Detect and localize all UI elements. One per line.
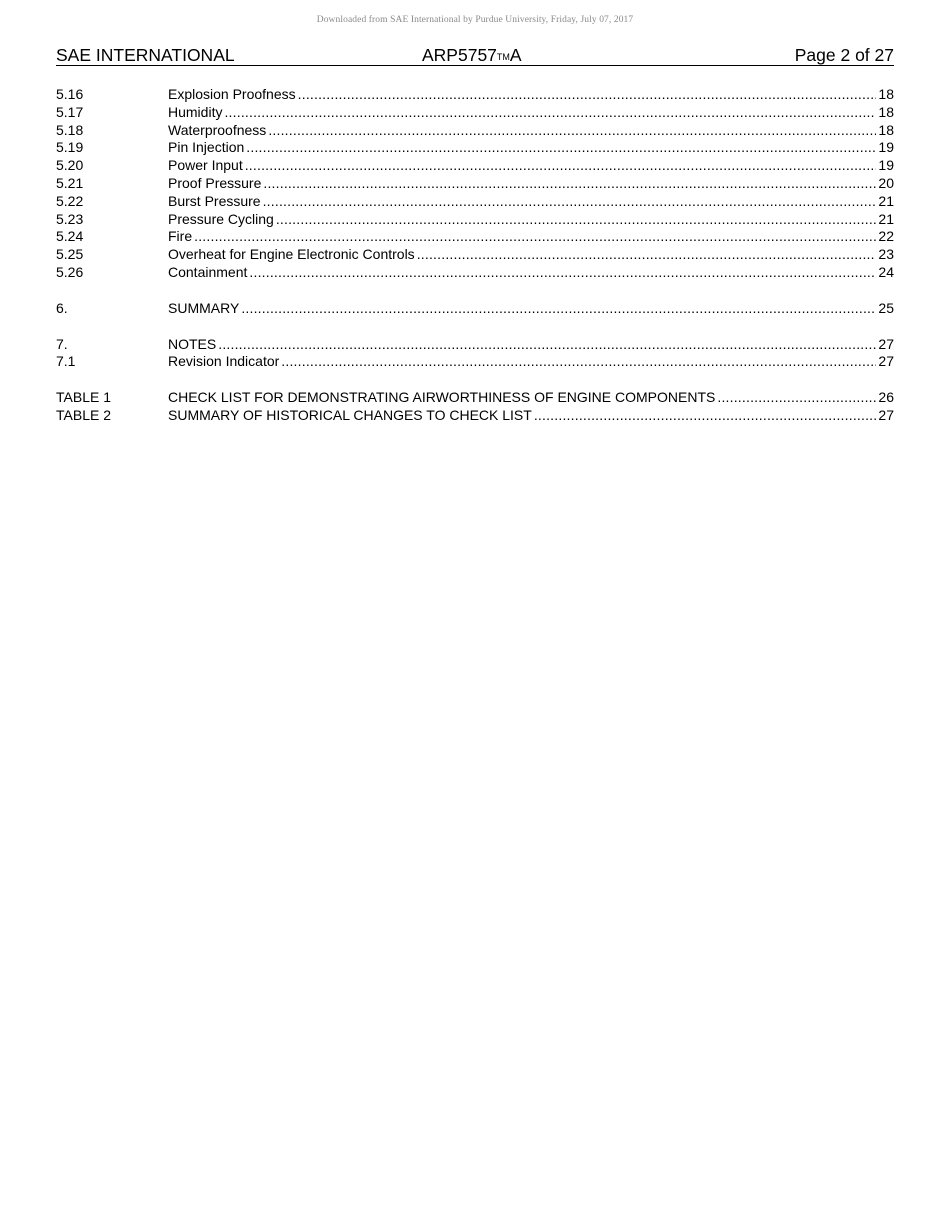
toc-entry-page: 19 bbox=[878, 157, 894, 174]
toc-entry[interactable] bbox=[56, 211, 894, 229]
toc-entry-number: TABLE 1 bbox=[56, 389, 111, 406]
toc-leader-dots bbox=[534, 407, 877, 425]
toc-entry-page: 23 bbox=[878, 246, 894, 263]
toc-entry[interactable] bbox=[56, 336, 894, 354]
toc-entry-number: 5.26 bbox=[56, 263, 84, 280]
toc-entry-page: 27 bbox=[878, 335, 894, 352]
toc-entry-title: Humidity bbox=[168, 103, 223, 120]
toc-entry[interactable] bbox=[56, 300, 894, 318]
toc-entry-title: Fire bbox=[168, 228, 193, 245]
toc-leader-dots bbox=[268, 122, 876, 140]
toc-entry-title: NOTES bbox=[168, 335, 217, 352]
toc-entry-number: 5.20 bbox=[56, 157, 84, 174]
toc-entry[interactable] bbox=[56, 389, 894, 407]
toc-entry-title: SUMMARY OF HISTORICAL CHANGES TO CHECK LIST bbox=[168, 406, 532, 423]
header-organization: SAE INTERNATIONAL bbox=[56, 45, 235, 65]
toc-entry-number: TABLE 2 bbox=[56, 406, 111, 423]
toc-entry[interactable] bbox=[56, 86, 894, 104]
toc-entry-title: Revision Indicator bbox=[168, 353, 280, 370]
toc-entry-page: 25 bbox=[878, 299, 894, 316]
toc-leader-dots bbox=[417, 246, 877, 264]
toc-entry-number: 6. bbox=[56, 299, 68, 316]
toc-entry-title: Pin Injection bbox=[168, 139, 245, 156]
toc-leader-dots bbox=[263, 193, 877, 211]
toc-entry[interactable] bbox=[56, 264, 894, 282]
toc-entry-title: Pressure Cycling bbox=[168, 210, 274, 227]
toc-entry-number: 7. bbox=[56, 335, 68, 352]
toc-entry[interactable] bbox=[56, 407, 894, 425]
doc-id-suffix: A bbox=[509, 45, 522, 65]
toc-entry-number: 7.1 bbox=[56, 353, 76, 370]
toc-entry-page: 26 bbox=[878, 389, 894, 406]
doc-id-main: ARP5757 bbox=[422, 45, 497, 65]
toc-entry[interactable] bbox=[56, 104, 894, 122]
toc-entry-page: 24 bbox=[878, 263, 894, 280]
toc-leader-dots bbox=[241, 300, 876, 318]
toc-entry-page: 18 bbox=[878, 121, 894, 138]
toc-entry[interactable] bbox=[56, 157, 894, 175]
toc-entry-title: Containment bbox=[168, 263, 248, 280]
toc-entry-title: SUMMARY bbox=[168, 299, 240, 316]
toc-leader-dots bbox=[281, 353, 876, 371]
toc-entry-page: 21 bbox=[878, 192, 894, 209]
toc-leader-dots bbox=[263, 175, 876, 193]
toc-entry[interactable] bbox=[56, 246, 894, 264]
toc-leader-dots bbox=[194, 228, 876, 246]
toc-entry-number: 5.16 bbox=[56, 86, 84, 102]
toc-entry-title: Power Input bbox=[168, 157, 243, 174]
toc-leader-dots bbox=[717, 389, 876, 407]
toc-entry-number: 5.25 bbox=[56, 246, 84, 263]
toc-entry-page: 19 bbox=[878, 139, 894, 156]
toc-entry[interactable] bbox=[56, 122, 894, 140]
toc-leader-dots bbox=[249, 264, 876, 282]
toc-entry-page: 20 bbox=[878, 174, 894, 191]
toc-entry-number: 5.23 bbox=[56, 210, 84, 227]
toc-entry-number: 5.22 bbox=[56, 192, 84, 209]
toc-entry[interactable] bbox=[56, 193, 894, 211]
toc-entry-number: 5.21 bbox=[56, 174, 84, 191]
toc-leader-dots bbox=[224, 104, 876, 122]
toc-leader-dots bbox=[246, 139, 876, 157]
header-document-id bbox=[422, 45, 522, 66]
trademark-mark: TM bbox=[496, 52, 510, 62]
toc-entry-number: 5.19 bbox=[56, 139, 84, 156]
toc-entry-title: Proof Pressure bbox=[168, 174, 262, 191]
toc-entry-title: Waterproofness bbox=[168, 121, 267, 138]
toc-entry-page: 18 bbox=[878, 103, 894, 120]
page-header bbox=[56, 45, 894, 66]
toc-entry-title: CHECK LIST FOR DEMONSTRATING AIRWORTHINESS OF ENGINE COMPONENTS bbox=[168, 389, 716, 406]
table-of-contents bbox=[56, 86, 894, 425]
toc-entry-page: 27 bbox=[878, 353, 894, 370]
download-watermark: Downloaded from SAE International by Purdue University, Friday, July 07, 2017 bbox=[316, 15, 634, 25]
toc-entry-page: 27 bbox=[878, 406, 894, 423]
toc-entry-title: Burst Pressure bbox=[168, 192, 261, 209]
toc-entry-page: 22 bbox=[878, 228, 894, 245]
toc-entry-page: 18 bbox=[878, 86, 894, 102]
toc-entry-title: Overheat for Engine Electronic Controls bbox=[168, 246, 415, 263]
header-page-number: Page 2 of 27 bbox=[794, 45, 894, 65]
toc-leader-dots bbox=[276, 211, 877, 229]
toc-entry-page: 21 bbox=[878, 210, 894, 227]
toc-entry-number: 5.24 bbox=[56, 228, 84, 245]
toc-entry[interactable] bbox=[56, 175, 894, 193]
toc-leader-dots bbox=[245, 157, 877, 175]
toc-leader-dots bbox=[218, 336, 876, 354]
toc-entry-title: Explosion Proofness bbox=[168, 86, 296, 102]
toc-entry[interactable] bbox=[56, 139, 894, 157]
toc-entry[interactable] bbox=[56, 228, 894, 246]
toc-entry-number: 5.17 bbox=[56, 103, 84, 120]
toc-entry[interactable] bbox=[56, 353, 894, 371]
toc-leader-dots bbox=[298, 86, 877, 104]
toc-entry-number: 5.18 bbox=[56, 121, 84, 138]
